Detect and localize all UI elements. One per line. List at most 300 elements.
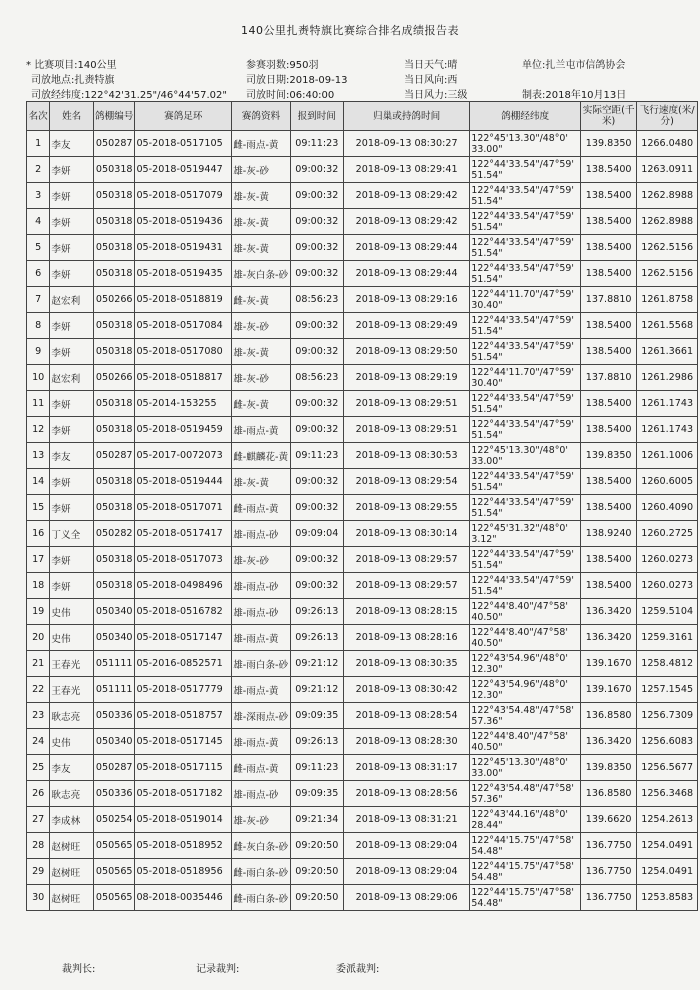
- cell-arrival-time: 2018-09-13 08:29:42: [343, 183, 470, 209]
- cell-distance: 136.7750: [580, 833, 636, 859]
- cell-speed: 1261.1006: [637, 443, 698, 469]
- cell-name: 李妍: [50, 547, 94, 573]
- cell-speed: 1261.1743: [637, 417, 698, 443]
- cell-arrival-time: 2018-09-13 08:29:42: [343, 209, 470, 235]
- cell-loft-coords: 122°45'13.30"/48°0' 33.00": [470, 443, 581, 469]
- cell-loft-coords: 122°44'15.75"/47°58' 54.48": [470, 885, 581, 911]
- cell-rank: 12: [27, 417, 50, 443]
- release-place: 司放地点:扎赉特旗: [31, 75, 115, 86]
- cell-loft-id: 050266: [93, 287, 134, 313]
- cell-loft-coords: 122°44'15.75"/47°58' 54.48": [470, 859, 581, 885]
- cell-arrival-time: 2018-09-13 08:29:04: [343, 859, 470, 885]
- cell-speed: 1261.2986: [637, 365, 698, 391]
- cell-loft-coords: 122°44'8.40"/47°58' 40.50": [470, 599, 581, 625]
- cell-report-time: 09:00:32: [290, 313, 343, 339]
- cell-speed: 1256.7309: [637, 703, 698, 729]
- cell-ring-number: 05-2018-0519431: [135, 235, 232, 261]
- cell-name: 李友: [50, 131, 94, 157]
- cell-bird-info: 雄-灰-黄: [232, 209, 290, 235]
- cell-bird-info: 雌-雨白条-砂: [232, 885, 290, 911]
- cell-bird-info: 雄-灰-砂: [232, 547, 290, 573]
- cell-distance: 139.1670: [580, 651, 636, 677]
- cell-speed: 1261.8758: [637, 287, 698, 313]
- cell-speed: 1266.0480: [637, 131, 698, 157]
- table-row: [27, 157, 698, 183]
- cell-rank: 3: [27, 183, 50, 209]
- cell-name: 李妍: [50, 183, 94, 209]
- cell-rank: 8: [27, 313, 50, 339]
- recorder: 记录裁判:: [196, 964, 240, 975]
- cell-rank: 6: [27, 261, 50, 287]
- entry-count: 参赛羽数:950羽: [246, 60, 319, 71]
- cell-rank: 27: [27, 807, 50, 833]
- delegate-judge: 委派裁判:: [336, 964, 380, 975]
- cell-name: 耿志亮: [50, 703, 94, 729]
- cell-loft-id: 050565: [93, 859, 134, 885]
- cell-distance: 137.8810: [580, 365, 636, 391]
- cell-arrival-time: 2018-09-13 08:29:57: [343, 547, 470, 573]
- header-cell: 鸽棚编号: [93, 102, 134, 131]
- cell-ring-number: 05-2018-0519435: [135, 261, 232, 287]
- table-row: [27, 365, 698, 391]
- table-row: [27, 833, 698, 859]
- cell-distance: 138.5400: [580, 313, 636, 339]
- cell-loft-id: 050318: [93, 157, 134, 183]
- results-table: [26, 101, 698, 911]
- cell-bird-info: 雄-雨点-黄: [232, 625, 290, 651]
- table-row: [27, 677, 698, 703]
- cell-distance: 136.8580: [580, 781, 636, 807]
- cell-distance: 137.8810: [580, 287, 636, 313]
- cell-loft-coords: 122°44'33.54"/47°59' 51.54": [470, 235, 581, 261]
- cell-rank: 1: [27, 131, 50, 157]
- cell-speed: 1254.0491: [637, 859, 698, 885]
- cell-name: 耿志亮: [50, 781, 94, 807]
- race-distance: * 比赛项目:140公里: [26, 60, 117, 71]
- cell-ring-number: 05-2018-0519444: [135, 469, 232, 495]
- cell-loft-coords: 122°43'54.48"/47°58' 57.36": [470, 703, 581, 729]
- cell-bird-info: 雄-雨点-砂: [232, 781, 290, 807]
- cell-ring-number: 05-2018-0517417: [135, 521, 232, 547]
- cell-bird-info: 雄-灰-黄: [232, 183, 290, 209]
- cell-loft-id: 050318: [93, 183, 134, 209]
- cell-loft-coords: 122°44'33.54"/47°59' 51.54": [470, 495, 581, 521]
- cell-speed: 1261.1743: [637, 391, 698, 417]
- table-row: [27, 183, 698, 209]
- cell-speed: 1254.0491: [637, 833, 698, 859]
- cell-loft-id: 050318: [93, 469, 134, 495]
- cell-loft-id: 050287: [93, 131, 134, 157]
- release-time: 司放时间:06:40:00: [246, 90, 335, 101]
- cell-rank: 25: [27, 755, 50, 781]
- cell-ring-number: 05-2018-0517147: [135, 625, 232, 651]
- cell-name: 李妍: [50, 261, 94, 287]
- cell-speed: 1254.2613: [637, 807, 698, 833]
- cell-name: 赵树旺: [50, 859, 94, 885]
- cell-loft-coords: 122°43'54.48"/47°58' 57.36": [470, 781, 581, 807]
- cell-bird-info: 雌-雨点-黄: [232, 755, 290, 781]
- cell-bird-info: 雄-灰-砂: [232, 313, 290, 339]
- cell-name: 史伟: [50, 729, 94, 755]
- cell-report-time: 09:20:50: [290, 885, 343, 911]
- cell-loft-coords: 122°44'15.75"/47°58' 54.48": [470, 833, 581, 859]
- header-row: [27, 102, 698, 131]
- cell-ring-number: 05-2014-153255: [135, 391, 232, 417]
- cell-name: 李妍: [50, 235, 94, 261]
- cell-loft-coords: 122°44'33.54"/47°59' 51.54": [470, 261, 581, 287]
- cell-report-time: 09:21:34: [290, 807, 343, 833]
- cell-ring-number: 05-2018-0518819: [135, 287, 232, 313]
- cell-bird-info: 雌-雨点-黄: [232, 131, 290, 157]
- cell-loft-id: 050318: [93, 235, 134, 261]
- cell-distance: 136.7750: [580, 885, 636, 911]
- cell-report-time: 09:21:12: [290, 677, 343, 703]
- cell-name: 王春光: [50, 677, 94, 703]
- table-row: [27, 469, 698, 495]
- cell-report-time: 09:09:35: [290, 781, 343, 807]
- cell-loft-coords: 122°43'54.96"/48°0' 12.30": [470, 677, 581, 703]
- table-row: [27, 573, 698, 599]
- cell-arrival-time: 2018-09-13 08:30:27: [343, 131, 470, 157]
- cell-loft-id: 050340: [93, 729, 134, 755]
- cell-loft-coords: 122°44'8.40"/47°58' 40.50": [470, 625, 581, 651]
- cell-speed: 1256.5677: [637, 755, 698, 781]
- cell-rank: 4: [27, 209, 50, 235]
- cell-arrival-time: 2018-09-13 08:28:15: [343, 599, 470, 625]
- cell-arrival-time: 2018-09-13 08:29:41: [343, 157, 470, 183]
- cell-rank: 9: [27, 339, 50, 365]
- cell-speed: 1259.5104: [637, 599, 698, 625]
- organization: 单位:扎兰屯市信鸽协会: [522, 60, 626, 71]
- cell-name: 赵宏利: [50, 287, 94, 313]
- cell-loft-id: 050318: [93, 573, 134, 599]
- cell-loft-id: 050266: [93, 365, 134, 391]
- cell-speed: 1260.0273: [637, 547, 698, 573]
- cell-loft-id: 050287: [93, 443, 134, 469]
- table-row: [27, 339, 698, 365]
- cell-rank: 19: [27, 599, 50, 625]
- cell-speed: 1262.8988: [637, 209, 698, 235]
- cell-rank: 23: [27, 703, 50, 729]
- cell-name: 李妍: [50, 469, 94, 495]
- cell-loft-id: 050318: [93, 417, 134, 443]
- cell-report-time: 09:00:32: [290, 469, 343, 495]
- header-cell: 飞行速度(米/分): [637, 102, 698, 131]
- cell-ring-number: 05-2018-0498496: [135, 573, 232, 599]
- cell-bird-info: 雌-灰-黄: [232, 391, 290, 417]
- chief-judge: 裁判长:: [62, 964, 96, 975]
- cell-loft-coords: 122°44'11.70"/47°59' 30.40": [470, 365, 581, 391]
- cell-speed: 1262.8988: [637, 183, 698, 209]
- cell-loft-id: 050318: [93, 391, 134, 417]
- cell-report-time: 09:20:50: [290, 859, 343, 885]
- cell-rank: 16: [27, 521, 50, 547]
- cell-loft-coords: 122°44'33.54"/47°59' 51.54": [470, 469, 581, 495]
- cell-loft-coords: 122°44'33.54"/47°59' 51.54": [470, 209, 581, 235]
- cell-name: 李妍: [50, 339, 94, 365]
- cell-distance: 139.6620: [580, 807, 636, 833]
- cell-report-time: 09:26:13: [290, 599, 343, 625]
- cell-arrival-time: 2018-09-13 08:30:14: [343, 521, 470, 547]
- cell-bird-info: 雄-雨白条-砂: [232, 651, 290, 677]
- cell-arrival-time: 2018-09-13 08:30:35: [343, 651, 470, 677]
- cell-ring-number: 05-2018-0517105: [135, 131, 232, 157]
- cell-distance: 136.3420: [580, 729, 636, 755]
- cell-ring-number: 05-2018-0518956: [135, 859, 232, 885]
- table-row: [27, 131, 698, 157]
- cell-speed: 1261.3661: [637, 339, 698, 365]
- cell-report-time: 09:00:32: [290, 261, 343, 287]
- cell-ring-number: 05-2018-0519459: [135, 417, 232, 443]
- table-row: [27, 391, 698, 417]
- cell-ring-number: 05-2018-0517084: [135, 313, 232, 339]
- cell-distance: 136.3420: [580, 599, 636, 625]
- cell-ring-number: 05-2018-0519447: [135, 157, 232, 183]
- header-cell: 赛鸽足环: [135, 102, 232, 131]
- cell-name: 丁义全: [50, 521, 94, 547]
- cell-name: 赵树旺: [50, 833, 94, 859]
- table-date: 制表:2018年10月13日: [522, 90, 627, 101]
- weather: 当日天气:晴: [404, 60, 458, 71]
- table-row: [27, 313, 698, 339]
- table-row: [27, 261, 698, 287]
- cell-rank: 15: [27, 495, 50, 521]
- cell-report-time: 09:00:32: [290, 339, 343, 365]
- header-cell: 赛鸽资料: [232, 102, 290, 131]
- cell-bird-info: 雄-灰-黄: [232, 235, 290, 261]
- cell-bird-info: 雌-灰白条-砂: [232, 833, 290, 859]
- cell-name: 李友: [50, 755, 94, 781]
- cell-arrival-time: 2018-09-13 08:28:56: [343, 781, 470, 807]
- cell-arrival-time: 2018-09-13 08:29:54: [343, 469, 470, 495]
- cell-loft-coords: 122°44'33.54"/47°59' 51.54": [470, 417, 581, 443]
- cell-bird-info: 雄-灰-砂: [232, 365, 290, 391]
- table-row: [27, 703, 698, 729]
- cell-loft-coords: 122°44'11.70"/47°59' 30.40": [470, 287, 581, 313]
- cell-bird-info: 雄-雨点-砂: [232, 521, 290, 547]
- cell-report-time: 09:00:32: [290, 235, 343, 261]
- header-cell: 报到时间: [290, 102, 343, 131]
- cell-report-time: 09:11:23: [290, 755, 343, 781]
- cell-rank: 10: [27, 365, 50, 391]
- cell-ring-number: 05-2016-0852571: [135, 651, 232, 677]
- cell-distance: 138.5400: [580, 339, 636, 365]
- cell-bird-info: 雌-雨白条-砂: [232, 859, 290, 885]
- cell-loft-id: 050254: [93, 807, 134, 833]
- table-row: [27, 417, 698, 443]
- cell-loft-id: 050565: [93, 833, 134, 859]
- cell-loft-id: 050340: [93, 625, 134, 651]
- cell-rank: 17: [27, 547, 50, 573]
- cell-report-time: 09:20:50: [290, 833, 343, 859]
- cell-name: 史伟: [50, 599, 94, 625]
- cell-speed: 1253.8583: [637, 885, 698, 911]
- cell-ring-number: 05-2018-0517080: [135, 339, 232, 365]
- cell-name: 李妍: [50, 157, 94, 183]
- cell-speed: 1258.4812: [637, 651, 698, 677]
- table-row: [27, 599, 698, 625]
- results-body: [27, 131, 698, 911]
- cell-report-time: 09:11:23: [290, 443, 343, 469]
- cell-arrival-time: 2018-09-13 08:31:21: [343, 807, 470, 833]
- cell-name: 李妍: [50, 209, 94, 235]
- cell-name: 赵宏利: [50, 365, 94, 391]
- cell-loft-coords: 122°44'33.54"/47°59' 51.54": [470, 391, 581, 417]
- table-row: [27, 443, 698, 469]
- header-cell: 鸽棚经纬度: [470, 102, 581, 131]
- table-row: [27, 625, 698, 651]
- cell-arrival-time: 2018-09-13 08:28:54: [343, 703, 470, 729]
- cell-report-time: 09:00:32: [290, 573, 343, 599]
- cell-distance: 138.5400: [580, 235, 636, 261]
- cell-report-time: 09:00:32: [290, 209, 343, 235]
- cell-loft-coords: 122°44'33.54"/47°59' 51.54": [470, 339, 581, 365]
- cell-ring-number: 05-2018-0519014: [135, 807, 232, 833]
- table-row: [27, 807, 698, 833]
- cell-rank: 29: [27, 859, 50, 885]
- cell-speed: 1262.5156: [637, 235, 698, 261]
- cell-arrival-time: 2018-09-13 08:28:30: [343, 729, 470, 755]
- cell-bird-info: 雌-麒麟花-黄: [232, 443, 290, 469]
- cell-distance: 139.8350: [580, 443, 636, 469]
- cell-bird-info: 雌-雨点-黄: [232, 495, 290, 521]
- cell-rank: 20: [27, 625, 50, 651]
- cell-speed: 1256.6083: [637, 729, 698, 755]
- cell-distance: 138.5400: [580, 157, 636, 183]
- cell-arrival-time: 2018-09-13 08:30:42: [343, 677, 470, 703]
- cell-arrival-time: 2018-09-13 08:29:16: [343, 287, 470, 313]
- cell-report-time: 09:11:23: [290, 131, 343, 157]
- table-row: [27, 495, 698, 521]
- wind-force: 当日风力:三级: [404, 90, 468, 101]
- cell-ring-number: 08-2018-0035446: [135, 885, 232, 911]
- cell-report-time: 09:00:32: [290, 157, 343, 183]
- table-row: [27, 547, 698, 573]
- cell-name: 赵树旺: [50, 885, 94, 911]
- cell-ring-number: 05-2018-0518817: [135, 365, 232, 391]
- cell-speed: 1260.6005: [637, 469, 698, 495]
- table-row: [27, 729, 698, 755]
- cell-rank: 2: [27, 157, 50, 183]
- cell-distance: 139.1670: [580, 677, 636, 703]
- cell-ring-number: 05-2018-0518952: [135, 833, 232, 859]
- cell-loft-coords: 122°43'44.16"/48°0' 28.44": [470, 807, 581, 833]
- cell-bird-info: 雄-灰-黄: [232, 339, 290, 365]
- cell-name: 王春光: [50, 651, 94, 677]
- cell-arrival-time: 2018-09-13 08:29:44: [343, 261, 470, 287]
- cell-ring-number: 05-2018-0517779: [135, 677, 232, 703]
- cell-arrival-time: 2018-09-13 08:29:50: [343, 339, 470, 365]
- cell-loft-coords: 122°44'33.54"/47°59' 51.54": [470, 547, 581, 573]
- cell-rank: 7: [27, 287, 50, 313]
- cell-arrival-time: 2018-09-13 08:29:04: [343, 833, 470, 859]
- cell-bird-info: 雄-灰-砂: [232, 807, 290, 833]
- wind-direction: 当日风向:西: [404, 75, 458, 86]
- cell-arrival-time: 2018-09-13 08:31:17: [343, 755, 470, 781]
- header-cell: 归巢或持鸽时间: [343, 102, 470, 131]
- cell-report-time: 09:00:32: [290, 547, 343, 573]
- cell-ring-number: 05-2018-0517071: [135, 495, 232, 521]
- header-cell: 姓名: [50, 102, 94, 131]
- cell-distance: 138.5400: [580, 573, 636, 599]
- cell-loft-id: 050318: [93, 261, 134, 287]
- table-row: [27, 235, 698, 261]
- cell-loft-coords: 122°44'33.54"/47°59' 51.54": [470, 573, 581, 599]
- cell-distance: 136.8580: [580, 703, 636, 729]
- cell-speed: 1263.0911: [637, 157, 698, 183]
- cell-arrival-time: 2018-09-13 08:28:16: [343, 625, 470, 651]
- cell-rank: 30: [27, 885, 50, 911]
- cell-bird-info: 雄-灰-黄: [232, 469, 290, 495]
- cell-name: 李妍: [50, 573, 94, 599]
- cell-ring-number: 05-2018-0518757: [135, 703, 232, 729]
- cell-rank: 24: [27, 729, 50, 755]
- cell-ring-number: 05-2018-0517145: [135, 729, 232, 755]
- cell-report-time: 09:00:32: [290, 417, 343, 443]
- cell-ring-number: 05-2018-0517079: [135, 183, 232, 209]
- cell-loft-id: 050318: [93, 313, 134, 339]
- cell-bird-info: 雄-雨点-砂: [232, 573, 290, 599]
- cell-name: 李成林: [50, 807, 94, 833]
- cell-rank: 22: [27, 677, 50, 703]
- table-row: [27, 885, 698, 911]
- cell-loft-id: 050340: [93, 599, 134, 625]
- cell-report-time: 09:00:32: [290, 183, 343, 209]
- cell-ring-number: 05-2018-0519436: [135, 209, 232, 235]
- cell-speed: 1260.4090: [637, 495, 698, 521]
- cell-loft-id: 050287: [93, 755, 134, 781]
- cell-name: 史伟: [50, 625, 94, 651]
- cell-arrival-time: 2018-09-13 08:29:55: [343, 495, 470, 521]
- cell-arrival-time: 2018-09-13 08:29:57: [343, 573, 470, 599]
- table-row: [27, 287, 698, 313]
- table-row: [27, 755, 698, 781]
- table-row: [27, 651, 698, 677]
- cell-loft-coords: 122°43'54.96"/48°0' 12.30": [470, 651, 581, 677]
- cell-distance: 138.5400: [580, 547, 636, 573]
- cell-name: 李妍: [50, 417, 94, 443]
- cell-distance: 136.7750: [580, 859, 636, 885]
- header-cell: 实际空距(千米): [580, 102, 636, 131]
- cell-bird-info: 雄-灰-砂: [232, 157, 290, 183]
- cell-arrival-time: 2018-09-13 08:29:51: [343, 417, 470, 443]
- cell-distance: 138.5400: [580, 209, 636, 235]
- cell-rank: 11: [27, 391, 50, 417]
- cell-report-time: 09:26:13: [290, 729, 343, 755]
- cell-loft-coords: 122°45'13.30"/48°0' 33.00": [470, 755, 581, 781]
- cell-loft-coords: 122°44'33.54"/47°59' 51.54": [470, 183, 581, 209]
- cell-name: 李妍: [50, 495, 94, 521]
- table-row: [27, 781, 698, 807]
- cell-loft-coords: 122°44'33.54"/47°59' 51.54": [470, 313, 581, 339]
- cell-rank: 26: [27, 781, 50, 807]
- cell-loft-id: 050282: [93, 521, 134, 547]
- cell-loft-id: 050336: [93, 703, 134, 729]
- cell-distance: 138.5400: [580, 391, 636, 417]
- cell-distance: 138.9240: [580, 521, 636, 547]
- cell-speed: 1260.0273: [637, 573, 698, 599]
- cell-loft-id: 050318: [93, 547, 134, 573]
- cell-rank: 14: [27, 469, 50, 495]
- cell-speed: 1261.5568: [637, 313, 698, 339]
- cell-loft-id: 050318: [93, 339, 134, 365]
- cell-ring-number: 05-2018-0517073: [135, 547, 232, 573]
- cell-distance: 138.5400: [580, 469, 636, 495]
- cell-bird-info: 雄-深雨点-砂: [232, 703, 290, 729]
- cell-bird-info: 雄-雨点-黄: [232, 677, 290, 703]
- table-row: [27, 859, 698, 885]
- cell-loft-coords: 122°44'8.40"/47°58' 40.50": [470, 729, 581, 755]
